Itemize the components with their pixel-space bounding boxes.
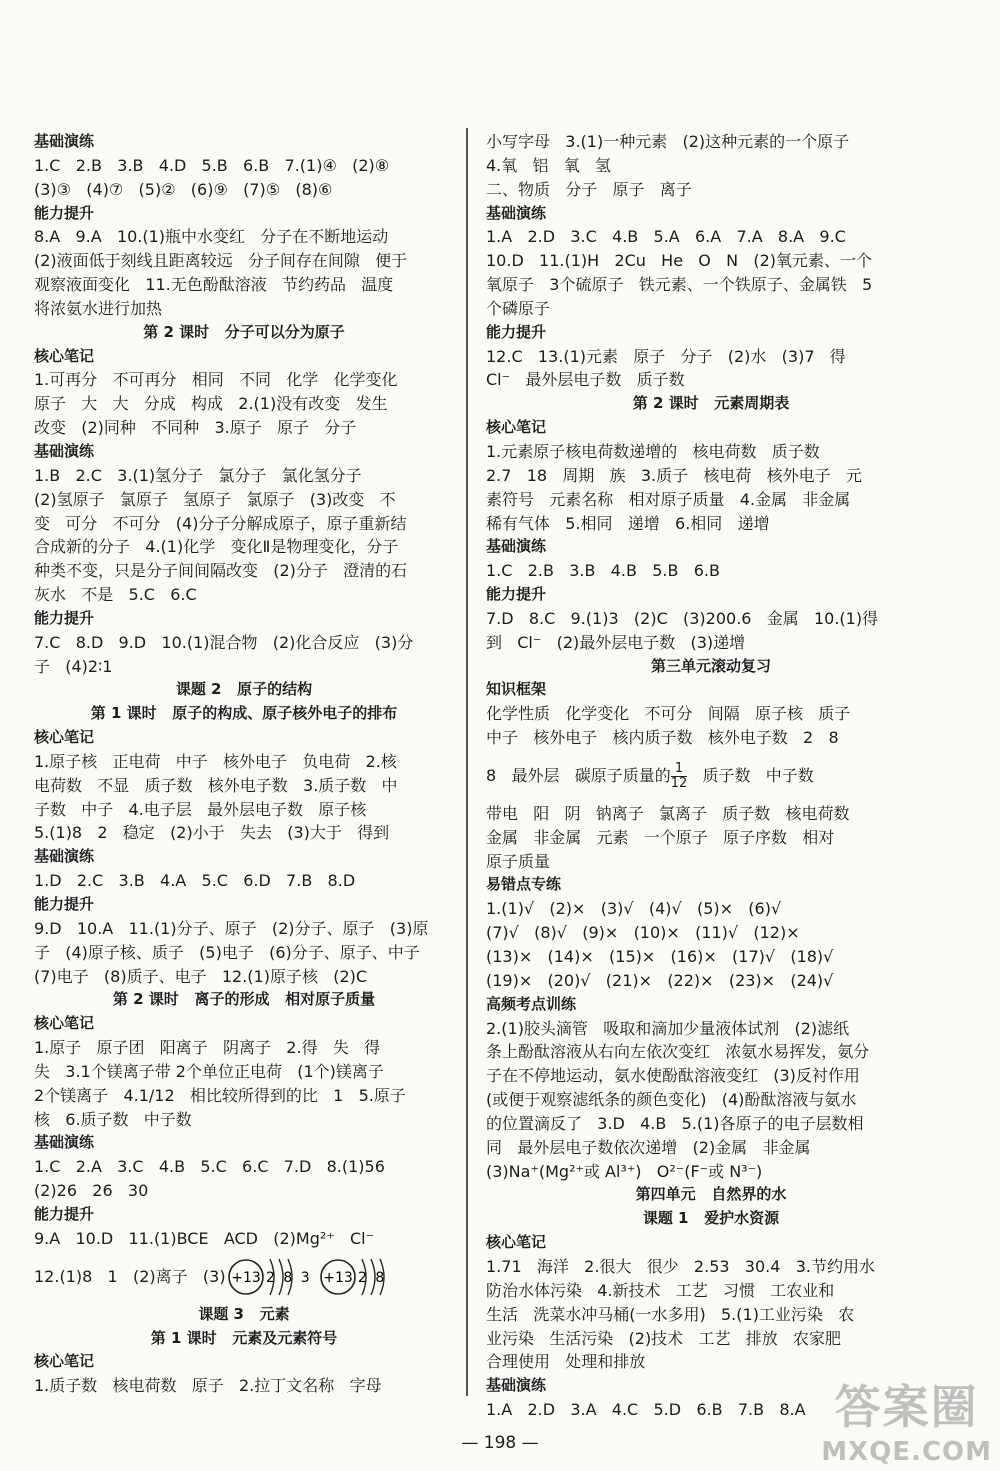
answer-line: 1.A 2.D 3.C 4.B 5.A 6.A 7.A 8.A 9.C: [486, 227, 846, 247]
answer-line: 7.C 8.D 9.D 10.(1)混合物 (2)化合反应 (3)分: [34, 632, 414, 652]
section-heading: 易错点专练: [486, 875, 562, 894]
answer-text: 12.(1)8 1 (2)离子 (3): [34, 1266, 226, 1286]
section-heading: 核心笔记: [34, 1014, 95, 1033]
lesson-title: 第 2 课时 分子可以分为原子: [143, 322, 345, 341]
answer-line: 1.A 2.D 3.A 4.C 5.D 6.B 7.B 8.A: [486, 1400, 806, 1420]
answer-line: 生活 洗菜水冲马桶(一水多用) 5.(1)工业污染 农: [486, 1304, 855, 1324]
fraction-numerator: 1: [671, 762, 688, 777]
answer-line: 观察液面变化 11.无色酚酞溶液 节约药品 温度: [34, 275, 394, 295]
section-heading: 知识框架: [486, 680, 547, 699]
answer-line: 个磷原子: [486, 298, 551, 318]
section-heading: 核心笔记: [34, 1352, 95, 1371]
answer-line: 9.D 10.A 11.(1)分子、原子 (2)分子、原子 (3)原: [34, 918, 429, 938]
answer-line: 子 (4)2∶1: [34, 656, 113, 676]
section-heading: 能力提升: [34, 1204, 95, 1223]
answer-line: 12.C 13.(1)元素 原子 分子 (2)水 (3)7 得: [486, 346, 846, 366]
answer-line: 业污染 生活污染 (2)技术 工艺 排放 农家肥: [486, 1328, 841, 1348]
answer-line: (3)Na⁺(Mg²⁺或 Al³⁺) O²⁻(F⁻或 N³⁻): [486, 1161, 763, 1181]
answer-line: 金属 非金属 元素 一个原子 原子序数 相对: [486, 827, 835, 847]
fraction-denominator: 12: [670, 775, 688, 791]
page-number: — 198 —: [461, 1433, 539, 1453]
answer-line: 失 3.1个镁离子带 2个单位正电荷 (1个)镁离子: [34, 1061, 384, 1081]
answer-text: 8 最外层 碳原子质量的: [486, 765, 671, 785]
answer-line: 合成新的分子 4.(1)化学 变化Ⅱ是物理变化，分子: [34, 537, 399, 557]
answer-line: 带电 阳 阴 钠离子 氯离子 质子数 核电荷数: [486, 803, 850, 823]
left-column: [34, 130, 454, 1398]
answer-line: 同 最外层电子数依次递增 (2)金属 非金属: [486, 1137, 811, 1157]
answer-line: 的位置滴反了 3.D 4.B 5.(1)各原子的电子层数相: [486, 1113, 864, 1133]
lesson-title: 课题 2 原子的结构: [175, 680, 313, 699]
answer-line: [34, 1251, 454, 1303]
answer-line: 7.D 8.C 9.(1)3 (2)C (3)200.6 金属 10.(1)得: [486, 608, 879, 628]
lesson-title: 第 1 课时 原子的构成、原子核外电子的排布: [90, 704, 398, 723]
section-heading: 能力提升: [486, 585, 547, 604]
watermark-url: MXQE.COM: [821, 1437, 992, 1467]
electron-counts: 2 8: [357, 1270, 384, 1287]
answer-line: (13)× (14)× (15)× (16)× (17)√ (18)√: [486, 947, 834, 966]
answer-line: 到 Cl⁻ (2)最外层电子数 (3)递增: [486, 632, 746, 652]
section-heading: 核心笔记: [486, 1233, 547, 1252]
answer-line: 氧原子 3个硫原子 铁元素、一个铁原子、金属铁 5: [486, 275, 873, 295]
answer-line: 10.D 11.(1)H 2Cu He O N (2)氧元素、一个: [486, 251, 873, 271]
answer-line: 核 6.质子数 中子数: [34, 1109, 192, 1129]
lesson-title: 第三单元滚动复习: [650, 656, 771, 675]
section-heading: 基础演练: [34, 1133, 95, 1152]
answer-line: 1.原子核 正电荷 中子 核外电子 负电荷 2.核: [34, 751, 397, 771]
answer-line: (2)氢原子 氯原子 氢原子 氯原子 (3)改变 不: [34, 489, 396, 509]
lesson-title: 课题 1 爱护水资源: [642, 1209, 780, 1228]
answer-line: 1.B 2.C 3.(1)氢分子 氯分子 氯化氢分子: [34, 465, 362, 485]
answer-line: 原子 大 大 分成 构成 2.(1)没有改变 发生: [34, 394, 388, 414]
watermark-logo: [821, 1371, 992, 1467]
answer-line: 2.(1)胶头滴管 吸取和滴加少量液体试剂 (2)滤纸: [486, 1018, 850, 1038]
answer-line: 1.C 2.B 3.B 4.B 5.B 6.B: [486, 561, 720, 581]
answer-line: 1.(1)√ (2)× (3)√ (4)√ (5)× (6)√: [486, 899, 782, 919]
section-heading: 高频考点训练: [486, 994, 577, 1013]
answer-line: 8.A 9.A 10.(1)瓶中水变红 分子在不断地运动: [34, 227, 389, 247]
answer-line: 小写字母 3.(1)一种元素 (2)这种元素的一个原子: [486, 132, 850, 151]
section-heading: 基础演练: [34, 441, 95, 460]
answer-line: 种类不变，只是分子间间隔改变 (2)分子 澄清的石: [34, 561, 408, 581]
answer-line: 1.71 海洋 2.很大 很少 2.53 30.4 3.节约用水: [486, 1256, 875, 1276]
answer-line: 1.元素原子核电荷数递增的 核电荷数 质子数: [486, 441, 820, 461]
section-heading: 能力提升: [34, 203, 95, 222]
section-heading: 基础演练: [486, 1376, 547, 1395]
answer-line: 电荷数 不显 质子数 核外电子数 3.质子数 中: [34, 775, 398, 795]
answer-line: (或便于观察滤纸条的颜色变化) (4)酚酞溶液与氨水: [486, 1090, 857, 1110]
section-heading: 能力提升: [34, 608, 95, 627]
answer-line: 灰水 不是 5.C 6.C: [34, 585, 197, 605]
section-heading: 能力提升: [486, 322, 547, 341]
answer-line: 素符号 元素名称 相对原子质量 4.金属 非金属: [486, 489, 851, 509]
answer-line: 稀有气体 5.相同 递增 6.相同 递增: [486, 513, 770, 533]
answer-line: Cl⁻ 最外层电子数 质子数: [486, 370, 685, 390]
answer-line: 化学性质 化学变化 不可分 间隔 原子核 质子: [486, 704, 851, 724]
answer-line: 将浓氨水进行加热: [34, 298, 163, 318]
answer-line: 变 可分 不可分 (4)分子分解成原子，原子重新结: [34, 513, 407, 533]
aluminum-atom-diagram: [226, 1253, 310, 1301]
answer-line: 原子质量: [486, 851, 551, 871]
answer-line: 条上酚酞溶液从右向左依次变红 浓氨水易挥发，氨分: [486, 1042, 870, 1062]
section-heading: 基础演练: [34, 132, 95, 150]
answer-line: (7)√ (8)√ (9)× (10)× (11)√ (12)×: [486, 923, 800, 943]
answer-line: 子数 中子 4.电子层 最外层电子数 原子核: [34, 799, 367, 819]
answer-line: 9.A 10.D 11.(1)BCE ACD (2)Mg²⁺ Cl⁻: [34, 1228, 375, 1248]
answer-line: 1.D 2.C 3.B 4.A 5.C 6.D 7.B 8.D: [34, 871, 356, 891]
answer-line: 防治水体污染 4.新技术 工艺 习惯 工农业和: [486, 1280, 835, 1300]
answer-line: 2个镁离子 4.1/12 相比较所得到的比 1 5.原子: [34, 1085, 406, 1105]
answer-line: 1.C 2.B 3.B 4.D 5.B 6.B 7.(1)④ (2)⑧: [34, 155, 390, 175]
answer-line: (3)③ (4)⑦ (5)② (6)⑨ (7)⑤ (8)⑥: [34, 179, 333, 199]
answer-line: 1.可再分 不可再分 相同 不同 化学 化学变化: [34, 370, 398, 390]
answer-line: (19)× (20)√ (21)× (22)× (23)× (24)√: [486, 970, 834, 990]
watermark-mark: 答案圈: [834, 1380, 979, 1434]
answer-line: 4.氧 铝 氧 氢: [486, 155, 612, 175]
section-heading: 基础演练: [34, 847, 95, 866]
lesson-title: 第四单元 自然界的水: [635, 1185, 787, 1204]
answer-line: 二、物质 分子 原子 离子: [486, 179, 692, 199]
section-heading: 能力提升: [34, 895, 95, 913]
section-heading: 核心笔记: [34, 728, 95, 747]
right-column: [486, 130, 936, 1422]
answer-line: 改变 (2)同种 不同种 3.原子 原子 分子: [34, 418, 357, 438]
answer-line: 5.(1)8 2 稳定 (2)小于 失去 (3)大于 得到: [34, 823, 390, 843]
answer-line: 中子 核外电子 核内质子数 核外电子数 2 8: [486, 728, 839, 748]
answer-line: 1.C 2.A 3.C 4.B 5.C 6.C 7.D 8.(1)56: [34, 1157, 385, 1177]
answer-line: 合理使用 处理和排放: [486, 1352, 646, 1372]
section-heading: 基础演练: [486, 203, 547, 222]
answer-line: 1.原子 原子团 阳离子 阴离子 2.得 失 得: [34, 1038, 381, 1058]
lesson-title: 第 1 课时 元素及元素符号: [150, 1328, 338, 1347]
fraction: [671, 762, 688, 791]
answer-line: (7)电子 (8)质子、电子 12.(1)原子核 (2)C: [34, 966, 368, 986]
answer-line: (2)26 26 30: [34, 1181, 149, 1201]
nucleus-charge: +13: [230, 1270, 261, 1287]
answer-line: 2.7 18 周期 族 3.质子 核电荷 核外电子 元: [486, 465, 862, 485]
nucleus-charge: +13: [322, 1270, 353, 1287]
answer-text: 质子数 中子数: [687, 765, 814, 785]
lesson-title: 第 2 课时 元素周期表: [632, 394, 790, 413]
lesson-title: 课题 3 元素: [198, 1304, 290, 1323]
electron-counts: 2 8 3: [265, 1270, 310, 1287]
answer-line: [486, 750, 936, 802]
answer-line: 子 (4)原子核、质子 (5)电子 (6)分子、原子、中子: [34, 942, 420, 962]
aluminum-ion-diagram: [318, 1253, 396, 1301]
section-heading: 核心笔记: [486, 418, 547, 437]
section-heading: 核心笔记: [34, 346, 95, 365]
column-divider: [466, 128, 468, 1396]
answer-line: 1.质子数 核电荷数 原子 2.拉丁文名称 字母: [34, 1376, 382, 1396]
answer-line: 子在不停地运动，氨水使酚酞溶液变红 (3)反衬作用: [486, 1066, 860, 1086]
lesson-title: 第 2 课时 离子的形成 相对原子质量: [112, 990, 376, 1009]
section-heading: 基础演练: [486, 537, 547, 556]
answer-line: (2)液面低于刻线且距离较远 分子间存在间隙 便于: [34, 251, 408, 271]
